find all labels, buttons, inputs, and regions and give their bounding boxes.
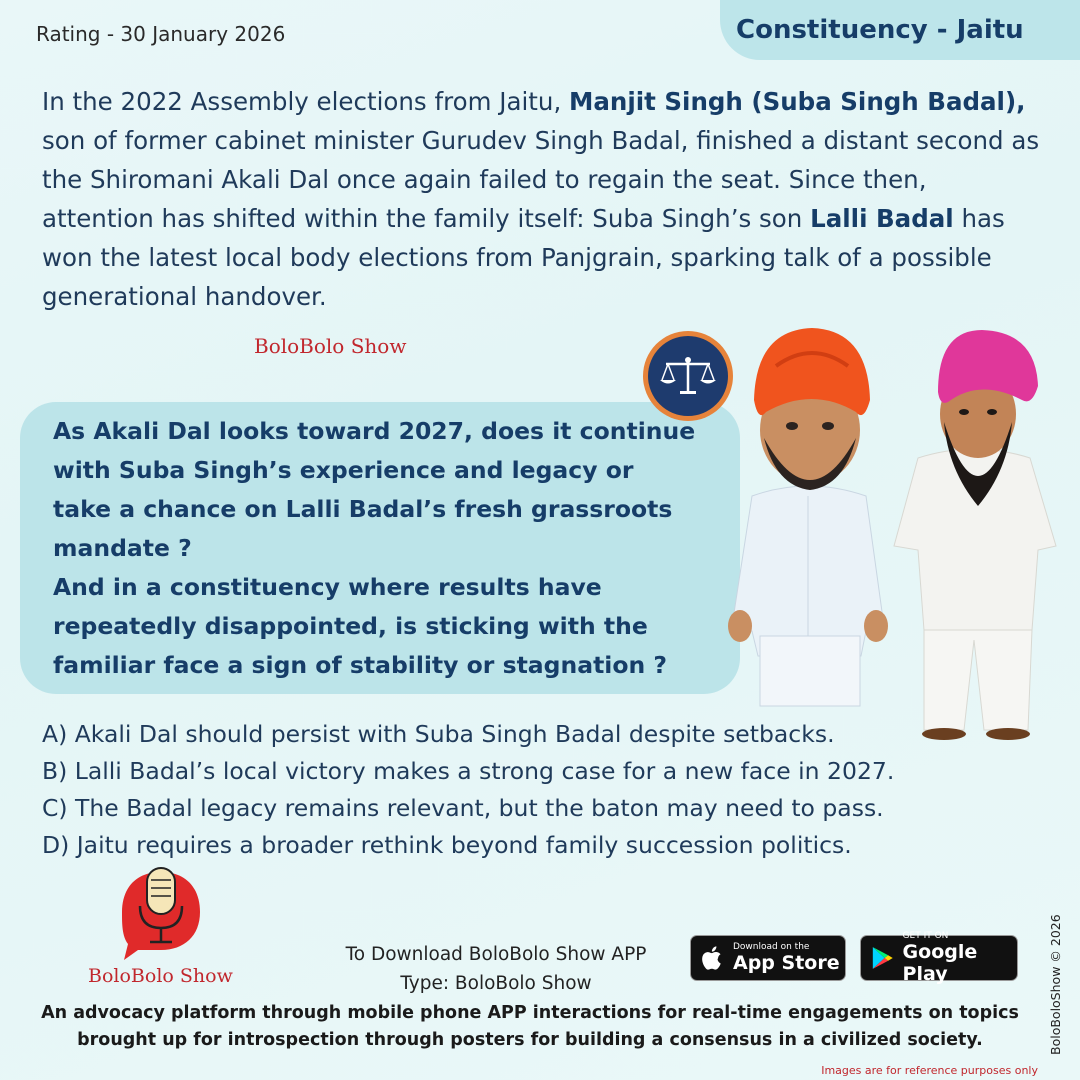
app-store-small: Download on the (733, 942, 810, 952)
image-disclaimer: Images are for reference purposes only (821, 1064, 1038, 1077)
rating-date: Rating - 30 January 2026 (36, 22, 286, 46)
download-line: Type: BoloBolo Show (400, 973, 592, 994)
question-text (53, 412, 733, 685)
copyright-notice: BoloBoloShow © 2026 (1048, 914, 1063, 1055)
intro-text-2: son of former cabinet minister Gurudev Singh Badal, finished a distant second as the Shiromani Akali Dal once again failed to regain the seat. Since then, attention has shifted within the family itself: Suba Singh’s son (42, 126, 1040, 233)
question-line: familiar face a sign of stability or stagnation ? (53, 651, 668, 679)
download-instructions (326, 940, 666, 998)
microphone-icon (116, 866, 206, 962)
google-play-icon (871, 944, 895, 972)
tagline-line: brought up for introspection through posters for building a consensus in a civilized society. (77, 1030, 983, 1050)
option-d[interactable]: D) Jaitu requires a broader rethink beyond family succession politics. (42, 831, 852, 859)
intro-name-2: Lalli Badal (810, 204, 954, 233)
app-store-button[interactable] (690, 935, 846, 981)
intro-text-3: has won the latest local body elections from Panjgrain, sparking talk of a possible generational handover. (42, 204, 1005, 311)
constituency-title (720, 0, 1080, 60)
option-b[interactable]: B) Lalli Badal’s local victory makes a strong case for a new face in 2027. (42, 757, 895, 785)
platform-tagline (30, 1000, 1030, 1054)
apple-icon (701, 944, 725, 972)
option-a[interactable]: A) Akali Dal should persist with Suba Singh Badal despite setbacks. (42, 720, 835, 748)
intro-name-1: Manjit Singh (Suba Singh Badal), (569, 87, 1026, 116)
constituency-label: Constituency - Jaitu (736, 15, 1024, 45)
answer-options (42, 716, 1002, 864)
google-play-button[interactable] (860, 931, 1018, 985)
intro-text-1: In the 2022 Assembly elections from Jaitu, (42, 87, 570, 116)
question-line: repeatedly disappointed, is sticking with the (53, 612, 648, 640)
question-line: And in a constituency where results have (53, 573, 602, 601)
politician-caricature-pink-turban (888, 330, 1062, 740)
question-line: take a chance on Lalli Badal’s fresh grassroots (53, 495, 673, 523)
option-c[interactable]: C) The Badal legacy remains relevant, but the baton may need to pass. (42, 794, 884, 822)
intro-paragraph (42, 82, 1042, 316)
brand-wordmark: BoloBolo Show (254, 334, 407, 358)
question-line: with Suba Singh’s experience and legacy or (53, 456, 634, 484)
google-play-small: GET IT ON (902, 931, 949, 941)
google-play-big: Google Play (902, 941, 978, 985)
tagline-line: An advocacy platform through mobile phone APP interactions for real-time engagements on topics (41, 1003, 1019, 1023)
politician-caricature-orange-turban (716, 326, 900, 716)
question-line: mandate ? (53, 534, 192, 562)
download-line: To Download BoloBolo Show APP (345, 944, 647, 965)
brand-wordmark-footer: BoloBolo Show (88, 965, 233, 987)
question-line: As Akali Dal looks toward 2027, does it continue (53, 417, 696, 445)
app-store-big: App Store (733, 952, 840, 974)
